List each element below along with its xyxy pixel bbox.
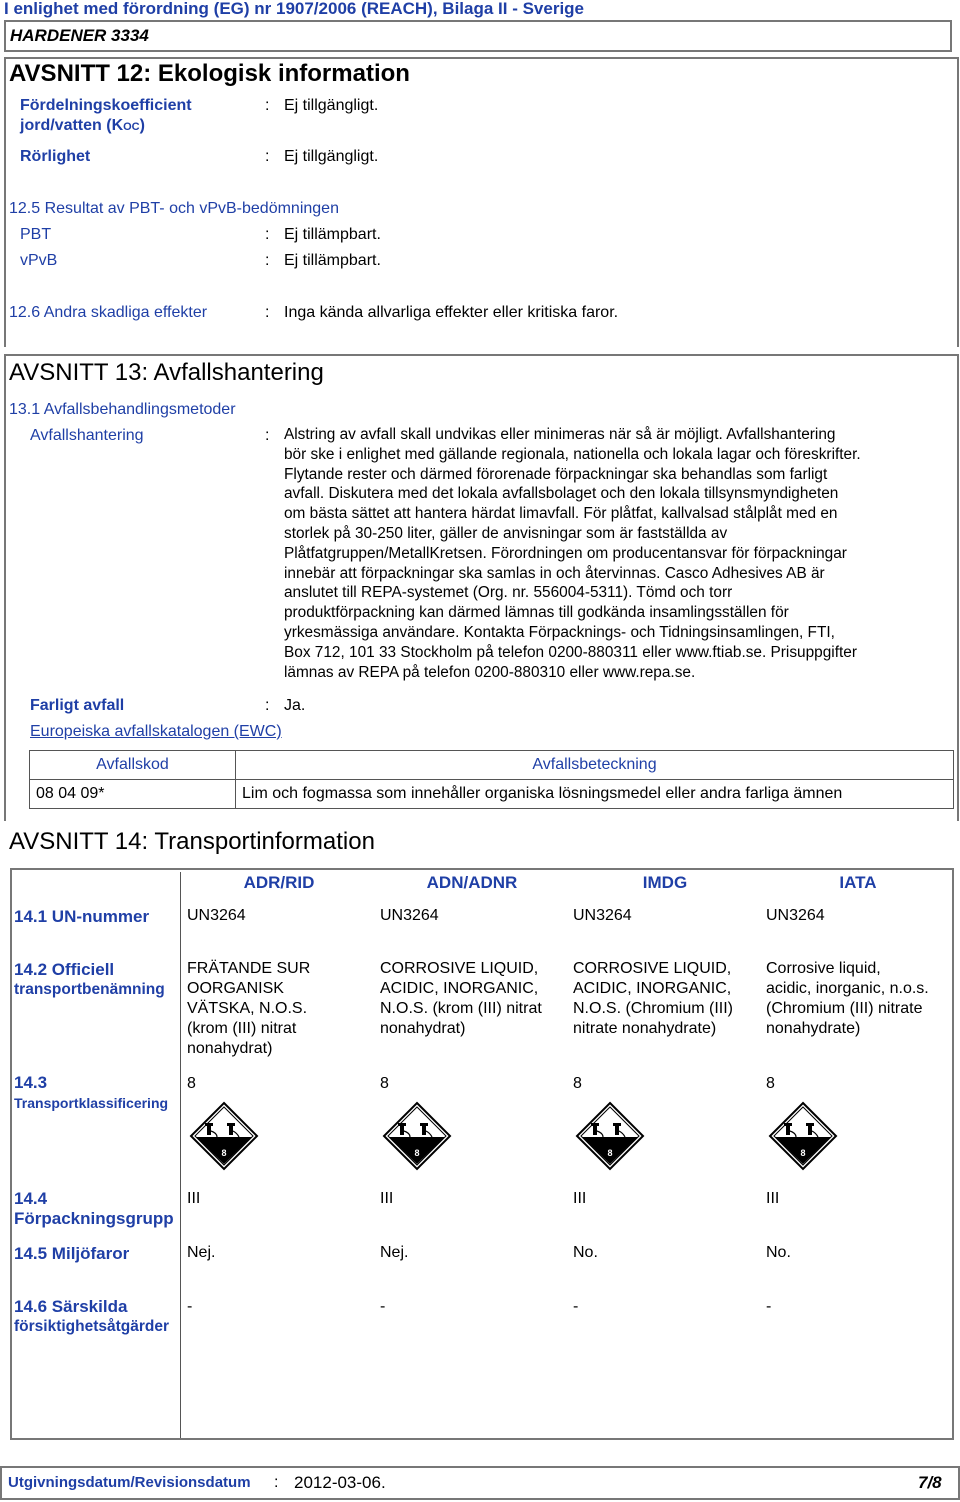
special-precautions-label-line1: 14.6 Särskilda	[14, 1297, 128, 1316]
ewc-description-cell: Lim och fogmassa som innehåller organiska lösningsmedel eller andra farliga ämnen	[236, 780, 954, 809]
disposal-line: Box 712, 101 33 Stockholm på telefon 0200-880311 eller www.ftiab.se. Prisuppgifter	[284, 643, 857, 661]
vpvb-label: vPvB	[20, 252, 58, 269]
shipping-name-imdg	[573, 959, 733, 1039]
shipping-name-line: N.O.S. (krom (III) nitrat	[380, 1000, 542, 1017]
shipping-name-line: ACIDIC, INORGANIC,	[573, 980, 732, 997]
shipping-name-line: nonahydrat)	[187, 1040, 273, 1057]
packing-group-adn: III	[380, 1190, 394, 1207]
shipping-name-iata	[766, 959, 929, 1039]
shipping-name-line: OORGANISK	[187, 980, 284, 997]
shipping-name-label	[14, 960, 165, 1000]
transport-column-divider	[180, 872, 181, 1438]
disposal-line: yrkesmässiga användare. Kontakta Förpacknings- och Tidningsinsamlingen, FTI,	[284, 623, 835, 641]
koc-label-close: )	[139, 117, 145, 134]
disposal-text	[284, 425, 956, 682]
pbt-value: Ej tillämpbart.	[284, 226, 381, 243]
corrosive-pictogram-icon	[768, 1101, 838, 1171]
disposal-line: Alstring av avfall skall undvikas eller minimeras när så är möjligt. Avfallshantering	[284, 426, 836, 443]
class-iata: 8	[766, 1075, 775, 1092]
shipping-name-line: CORROSIVE LIQUID,	[573, 960, 732, 977]
revision-date-value: 2012-03-06.	[294, 1473, 386, 1492]
svg-text:8: 8	[414, 1148, 420, 1158]
col-header-imdg: IMDG	[642, 873, 688, 892]
other-effects-value: Inga kända allvarliga effekter eller kritiska faror.	[284, 304, 619, 321]
koc-subscript: OC	[123, 121, 140, 133]
mobility-colon: :	[265, 148, 270, 165]
other-effects-colon: :	[265, 304, 270, 321]
disposal-line: lämnas av REPA på telefon 0200-880310 eller www.repa.se.	[284, 663, 696, 681]
disposal-methods-heading: 13.1 Avfallsbehandlingsmetoder	[9, 401, 236, 418]
ewc-code-cell: 08 04 09*	[30, 780, 236, 809]
other-effects-label: 12.6 Andra skadliga effekter	[9, 304, 208, 321]
disposal-line: bör ske i enlighet med gällande regionala, nationella och lokala lagar och föreskrifter.	[284, 445, 861, 463]
class-adr: 8	[187, 1075, 196, 1092]
disposal-colon: :	[265, 427, 270, 444]
packing-group-label-line2: Förpackningsgrupp	[14, 1209, 174, 1228]
revision-date-label: Utgivningsdatum/Revisionsdatum	[8, 1474, 251, 1491]
shipping-name-label-line1: 14.2 Officiell	[14, 960, 115, 979]
koc-label-line1: Fördelningskoefficient	[20, 97, 192, 114]
shipping-name-line: ACIDIC, INORGANIC,	[380, 980, 539, 997]
col-header-iata: IATA	[839, 873, 877, 892]
env-hazard-imdg: No.	[573, 1244, 598, 1261]
pbt-colon: :	[265, 226, 270, 243]
ewc-link[interactable]: Europeiska avfallskatalogen (EWC)	[30, 723, 282, 740]
section-12-title: AVSNITT 12: Ekologisk information	[9, 60, 410, 87]
disposal-line: produktförpackning kan därmed lämnas till godkända insamlingsställen för	[284, 604, 789, 622]
packing-group-label	[14, 1189, 174, 1229]
shipping-name-line: acidic, inorganic, n.o.s.	[766, 980, 929, 997]
pbt-label: PBT	[20, 226, 52, 243]
shipping-name-line: nonahydrat)	[380, 1020, 466, 1037]
transport-class-label	[14, 1073, 168, 1113]
precautions-adr: -	[187, 1298, 193, 1315]
corrosive-pictogram-icon	[189, 1101, 259, 1171]
un-number-iata: UN3264	[766, 907, 825, 924]
pbt-heading: 12.5 Resultat av PBT- och vPvB-bedömningen	[9, 200, 339, 217]
environmental-hazards-label: 14.5 Miljöfaror	[14, 1244, 130, 1263]
shipping-name-adn	[380, 959, 542, 1039]
corrosive-pictogram-icon	[575, 1101, 645, 1171]
koc-label-line2	[20, 116, 145, 137]
shipping-name-line: N.O.S. (Chromium (III)	[573, 1000, 734, 1017]
class-imdg: 8	[573, 1075, 582, 1092]
svg-text:8: 8	[800, 1148, 806, 1158]
env-hazard-adn: Nej.	[380, 1244, 409, 1261]
class-adn: 8	[380, 1075, 389, 1092]
hazardous-waste-value: Ja.	[284, 697, 306, 714]
shipping-name-line: VÄTSKA, N.O.S.	[187, 1000, 308, 1017]
hazardous-waste-label: Farligt avfall	[30, 697, 125, 714]
special-precautions-label-line2: försiktighetsåtgärder	[14, 1318, 170, 1335]
shipping-name-line: CORROSIVE LIQUID,	[380, 960, 539, 977]
mobility-value: Ej tillgängligt.	[284, 148, 379, 165]
shipping-name-line: Corrosive liquid,	[766, 960, 881, 977]
precautions-adn: -	[380, 1298, 386, 1315]
disposal-line: innebär att förpackningar ska samlas in och återvinnas. Casco Adhesives AB är	[284, 564, 825, 582]
packing-group-iata: III	[766, 1190, 780, 1207]
shipping-name-line: nitrate nonahydrate)	[573, 1020, 717, 1037]
col-header-adn: ADN/ADNR	[426, 873, 518, 892]
disposal-label: Avfallshantering	[30, 427, 144, 444]
vpvb-value: Ej tillämpbart.	[284, 252, 381, 269]
shipping-name-adr	[187, 959, 310, 1059]
shipping-name-line: FRÄTANDE SUR	[187, 960, 311, 977]
transport-class-label-line1: 14.3	[14, 1073, 48, 1092]
ewc-header-row	[30, 751, 954, 780]
disposal-line: om bästa sättet att hantera härdat limavfall. För plåtfat, kallvalsad stålplåt med en	[284, 505, 838, 523]
product-name: HARDENER 3334	[10, 26, 149, 45]
document-title: I enlighet med förordning (EG) nr 1907/2006 (REACH), Bilaga II - Sverige	[4, 0, 585, 18]
un-number-label: 14.1 UN-nummer	[14, 907, 150, 926]
svg-text:8: 8	[607, 1148, 613, 1158]
un-number-adn: UN3264	[380, 907, 439, 924]
disposal-line: avfall. Diskutera med det lokala avfallsbolaget och den lokala tillsynsmyndigheten	[284, 485, 839, 503]
corrosive-pictogram-icon	[382, 1101, 452, 1171]
packing-group-imdg: III	[573, 1190, 587, 1207]
section-14-title: AVSNITT 14: Transportinformation	[9, 828, 375, 855]
page-number: 7/8	[918, 1473, 942, 1492]
precautions-imdg: -	[573, 1298, 579, 1315]
svg-text:8: 8	[221, 1148, 227, 1158]
shipping-name-line: (krom (III) nitrat	[187, 1020, 297, 1037]
disposal-line: anslutet till REPA-systemet (Org. nr. 556004-5311). Tömd och torr	[284, 584, 733, 602]
disposal-line: Flytande rester och därmed förorenade förpackningar ska behandlas som farligt	[284, 465, 828, 483]
un-number-adr: UN3264	[187, 907, 246, 924]
vpvb-colon: :	[265, 252, 270, 269]
ewc-header-description: Avfallsbeteckning	[236, 751, 954, 780]
packing-group-adr: III	[187, 1190, 201, 1207]
un-number-imdg: UN3264	[573, 907, 632, 924]
transport-class-label-line2: Transportklassificering	[14, 1095, 169, 1111]
col-header-adr: ADR/RID	[243, 873, 315, 892]
packing-group-label-line1: 14.4	[14, 1189, 48, 1208]
shipping-name-line: (Chromium (III) nitrate	[766, 1000, 923, 1017]
shipping-name-label-line2: transportbenämning	[14, 981, 165, 998]
section-13-title: AVSNITT 13: Avfallshantering	[9, 359, 324, 386]
revision-date-colon: :	[274, 1474, 279, 1491]
env-hazard-adr: Nej.	[187, 1244, 216, 1261]
koc-label-text: jord/vatten (K	[20, 117, 124, 134]
disposal-line: storlek på 30-250 liter, gäller de anvisningar som är fastställda av	[284, 524, 728, 542]
special-precautions-label	[14, 1297, 169, 1337]
disposal-line: Plåtfatgruppen/MetallKretsen. Förordningen om producentansvar för förpackningar	[284, 544, 847, 562]
env-hazard-iata: No.	[766, 1244, 791, 1261]
table-row	[30, 780, 954, 809]
precautions-iata: -	[766, 1298, 772, 1315]
mobility-label: Rörlighet	[20, 148, 91, 165]
ewc-header-code: Avfallskod	[30, 751, 236, 780]
shipping-name-line: nonahydrate)	[766, 1020, 861, 1037]
koc-colon: :	[265, 97, 270, 114]
koc-value: Ej tillgängligt.	[284, 97, 379, 114]
hazardous-waste-colon: :	[265, 697, 270, 714]
ewc-table	[29, 750, 954, 809]
